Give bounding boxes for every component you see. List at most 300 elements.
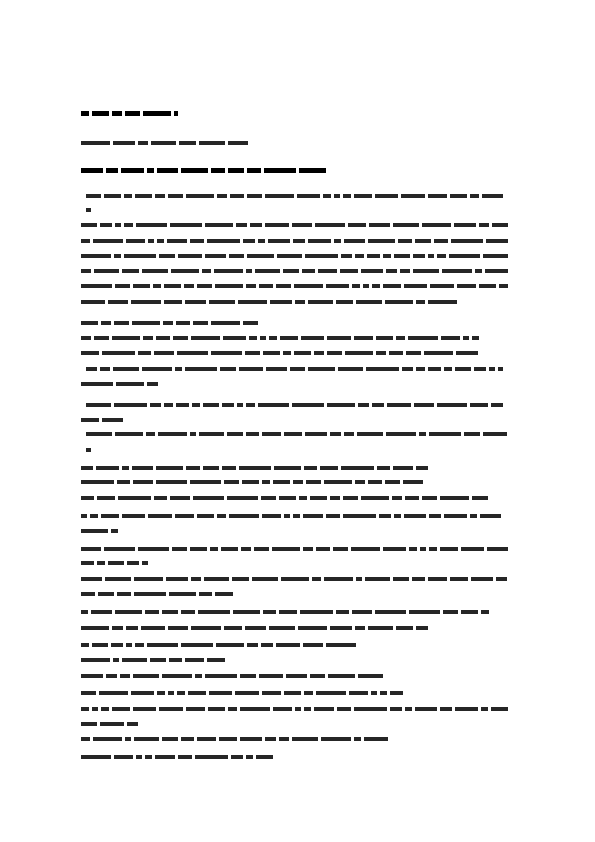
text-word [122,658,147,662]
text-word [479,223,489,227]
text-word [375,610,406,614]
text-word [81,382,113,386]
text-line [81,289,461,295]
text-word [169,592,196,596]
text-word [430,284,454,288]
text-word [81,691,96,695]
text-word [454,223,476,227]
text-word [293,514,300,518]
text-word [246,432,259,436]
text-word [155,755,175,759]
text-word [292,737,318,741]
text-word [81,351,99,355]
text-line [81,599,496,605]
text-word [491,707,508,711]
text-word [229,514,259,518]
text-word [159,707,183,711]
text-word [99,691,128,695]
text-word [354,194,372,198]
text-word [292,403,324,407]
text-word [306,480,321,484]
text-word [259,674,283,678]
text-word [281,577,309,581]
text-word [396,626,413,630]
text-word [227,432,243,436]
text-word [491,403,503,407]
text-word [224,626,242,630]
text-word [150,403,161,407]
text-word [310,496,327,500]
text-word [185,367,217,371]
text-word [356,577,362,581]
text-word [162,737,178,741]
text-word [357,432,383,436]
text-word [308,367,335,371]
text-word [207,658,225,662]
text-word [358,674,383,678]
text-word [231,755,243,759]
text-line [86,437,94,443]
text-word [480,514,501,518]
text-line [81,663,391,669]
text-word [263,610,276,614]
text-word [81,496,94,500]
text-word [164,300,182,304]
text-word [499,284,508,288]
text-word [86,432,112,436]
text-word [364,737,388,741]
text-word [172,547,187,551]
text-word [148,514,172,518]
text-word [97,561,105,565]
text-word [316,547,330,551]
text-word [303,643,323,647]
text-word [479,284,496,288]
text-word [121,168,144,173]
text-word [145,610,159,614]
text-word [210,547,218,551]
text-word [115,284,130,288]
text-word [136,223,167,227]
text-word [265,737,276,741]
text-word [193,496,224,500]
text-word [147,382,158,386]
text-word [394,514,401,518]
text-word [455,707,478,711]
text-word [233,610,260,614]
text-word [97,496,115,500]
text-word [405,496,419,500]
text-word [81,592,95,596]
text-word [252,577,278,581]
text-word [284,432,302,436]
text-word [351,547,380,551]
text-word [242,480,259,484]
text-word [390,691,403,695]
text-word [428,367,441,371]
text-word [334,194,340,198]
text-word [471,577,493,581]
text-word [124,223,133,227]
text-word [489,367,495,371]
text-word [170,496,190,500]
text-word [81,168,103,173]
text-word [270,300,292,304]
text-word [304,691,313,695]
text-word [299,496,307,500]
text-word [230,194,244,198]
text-word [402,367,413,371]
text-word [190,432,196,436]
text-word [429,514,441,518]
text-word [343,514,376,518]
text-word [416,626,428,630]
text-line [86,392,506,398]
text-word [261,496,276,500]
text-word [456,351,478,355]
text-word [211,168,225,173]
text-word [415,707,437,711]
text-word [343,194,351,198]
text-word [150,658,166,662]
text-word [151,141,176,145]
text-word [81,529,108,533]
text-word [133,480,153,484]
text-word [185,300,206,304]
text-word [276,284,291,288]
text-word [86,448,91,452]
text-word [261,643,273,647]
text-word [135,194,152,198]
text-line [81,340,481,346]
text-word [93,737,122,741]
text-word [273,707,292,711]
text-word [470,194,479,198]
text-word [81,111,89,116]
text-word [263,351,280,355]
text-word [174,111,178,116]
text-word [403,480,423,484]
text-word [217,514,226,518]
text-word [336,610,349,614]
text-word [227,496,258,500]
text-word [368,626,393,630]
text-word [389,351,403,355]
text-line [81,680,406,686]
text-word [330,496,340,500]
text-word [209,300,235,304]
text-word [235,691,259,695]
text-word [372,284,380,288]
text-word [324,577,353,581]
text-word [239,367,263,371]
text-word [209,691,232,695]
text-word [383,547,406,551]
text-word [195,755,228,759]
text-word [141,626,165,630]
text-word [262,432,281,436]
text-word [115,610,142,614]
text-word [283,351,291,355]
text-word [92,111,109,116]
text-word [295,300,305,304]
text-word [199,141,225,145]
text-word [181,737,194,741]
text-word [176,403,189,407]
text-word [303,514,323,518]
text-word [199,592,212,596]
text-word [308,300,333,304]
text-word [481,707,488,711]
text-word [134,592,166,596]
text-word [292,223,312,227]
text-line [81,550,151,556]
text-word [269,626,295,630]
text-word [273,480,290,484]
text-word [424,351,453,355]
text-word [168,691,174,695]
text-word [228,168,244,173]
text-word [461,610,478,614]
text-line [81,726,391,732]
text-word [406,351,421,355]
text-line [81,212,511,218]
text-word [457,284,476,288]
text-word [203,403,219,407]
text-word [158,432,187,436]
text-word [224,480,239,484]
text-word [428,194,447,198]
text-word [363,284,369,288]
text-word [312,577,321,581]
text-line [81,228,511,234]
text-word [104,194,121,198]
text-word [440,707,452,711]
text-word [178,755,192,759]
text-word [498,367,503,371]
text-word [220,367,236,371]
text-word [330,432,341,436]
text-word [198,610,230,614]
text-word [345,351,373,355]
text-word [228,707,237,711]
text-word [81,561,94,565]
text-word [100,223,112,227]
text-word [393,223,419,227]
text-word [354,707,387,711]
text-word [409,610,440,614]
text-word [482,194,503,198]
text-word [208,707,225,711]
text-line [86,183,506,189]
text-word [177,691,185,695]
text-word [276,643,300,647]
text-word [186,707,205,711]
text-word [117,592,131,596]
text-word [113,141,135,145]
text-word [422,223,451,227]
text-word [246,284,256,288]
text-word [428,577,447,581]
text-word [474,367,486,371]
text-word [115,223,121,227]
text-word [472,496,488,500]
text-line [81,485,491,491]
text-word [464,432,480,436]
text-line [81,258,511,264]
text-word [164,284,181,288]
text-word [126,626,138,630]
text-word [115,432,143,436]
text-word [419,432,426,436]
text-word [112,111,122,116]
text-word [175,514,194,518]
text-word [199,432,224,436]
text-word [112,626,123,630]
text-word [429,432,461,436]
text-word [264,168,296,173]
text-word [372,403,384,407]
text-word [118,496,151,500]
text-word [164,403,173,407]
text-word [197,514,214,518]
text-word [265,223,289,227]
text-word [343,496,358,500]
text-word [240,707,270,711]
text-word [185,658,204,662]
text-word [81,658,110,662]
text-word [284,514,290,518]
text-word [120,674,130,678]
text-word [304,707,311,711]
text-word [184,284,194,288]
text-word [293,480,303,484]
text-word [240,674,256,678]
text-word [328,674,355,678]
text-word [168,194,183,198]
text-word [179,141,196,145]
text-word [81,755,111,759]
text-word [131,691,154,695]
text-word [181,168,208,173]
text-line [81,455,431,461]
text-word [170,223,202,227]
text-word [259,284,273,288]
text-line [81,130,251,136]
text-word [143,111,171,116]
text-word [113,658,119,662]
text-word [153,284,161,288]
text-line [81,503,506,509]
text-word [356,300,382,304]
text-word [405,707,412,711]
text-word [303,547,313,551]
text-word [157,168,178,173]
text-word [133,284,150,288]
text-word [444,514,467,518]
text-word [81,284,112,288]
text-line [81,101,181,107]
text-word [314,707,334,711]
text-line [86,421,511,427]
text-word [327,351,342,355]
text-word [192,403,200,407]
text-line [81,310,261,316]
text-line [81,518,121,524]
text-word [124,194,132,198]
text-word [111,529,118,533]
text-word [127,561,139,565]
text-word [392,496,402,500]
text-word [108,300,128,304]
text-word [245,626,266,630]
text-word [246,755,253,759]
text-word [266,367,287,371]
text-word [81,480,114,484]
text-word [444,367,452,371]
text-word [114,755,133,759]
text-word [330,626,352,630]
text-line [81,158,331,164]
text-word [221,547,238,551]
text-word [279,737,289,741]
text-word [106,674,117,678]
text-word [393,577,409,581]
text-word [409,547,417,551]
text-word [195,674,202,678]
text-word [455,367,471,371]
text-word [385,300,413,304]
text-word [241,547,251,551]
text-word [262,514,281,518]
text-word [125,737,131,741]
text-line [81,632,361,638]
text-word [366,367,399,371]
text-word [422,496,437,500]
text-word [175,367,182,371]
text-word [250,223,262,227]
text-word [326,514,340,518]
text-word [355,480,365,484]
text-word [168,626,188,630]
text-line [81,371,161,377]
text-word [81,737,90,741]
text-word [154,351,174,355]
text-word [177,351,208,355]
text-word [483,432,507,436]
text-word [190,480,221,484]
text-word [81,223,97,227]
text-word [154,496,167,500]
text-word [324,480,352,484]
text-word [298,626,327,630]
text-word [315,223,345,227]
text-word [305,432,327,436]
text-line [81,566,511,572]
text-word [437,403,467,407]
text-word [219,737,237,741]
text-word [125,111,140,116]
text-word [365,577,390,581]
text-word [326,643,356,647]
text-line [81,744,276,750]
text-word [290,367,305,371]
text-line [81,243,511,249]
text-word [272,547,300,551]
text-word [321,737,351,741]
text-word [297,194,320,198]
text-word [496,577,507,581]
